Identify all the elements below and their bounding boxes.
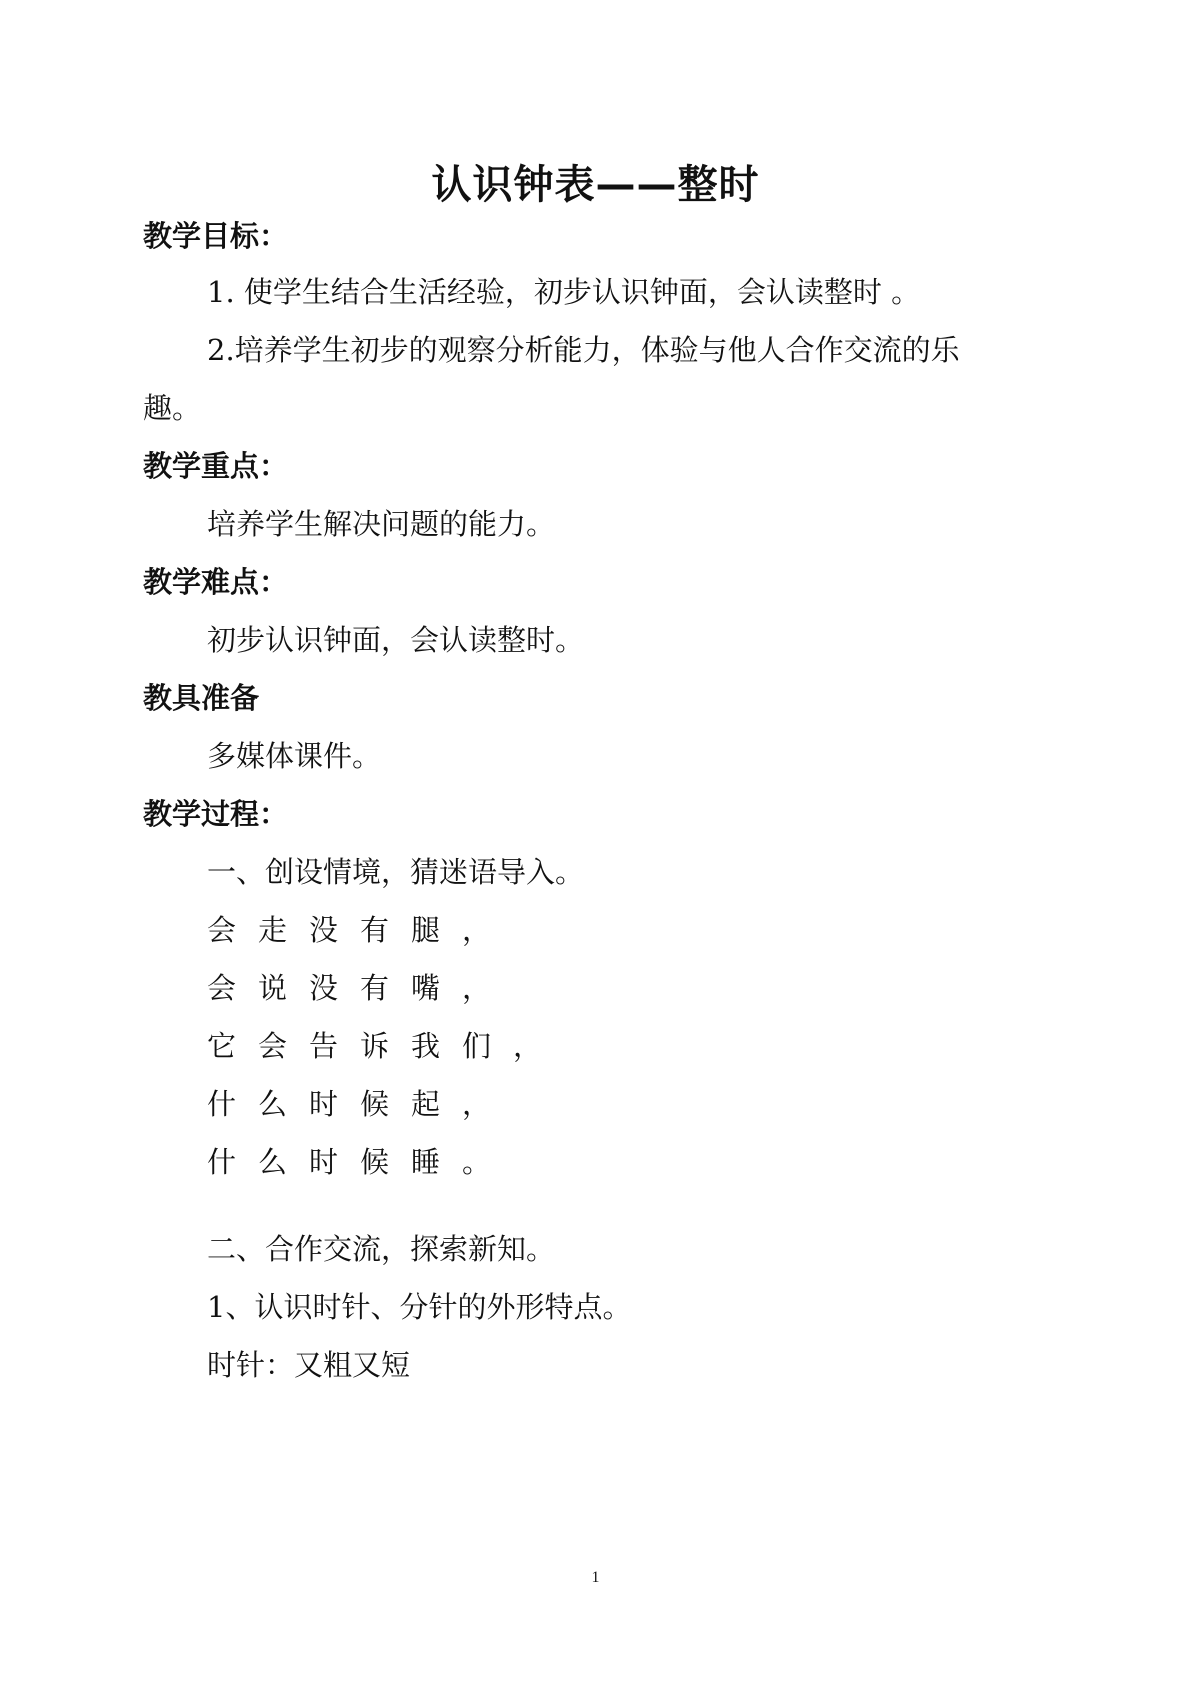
riddle-line-1: 会走没有腿，	[207, 913, 514, 947]
riddle-line-5: 什么时候睡。	[207, 1145, 514, 1179]
page-title: 认识钟表——整时	[431, 162, 760, 208]
key-points-heading: 教学重点：	[143, 449, 289, 483]
key-points-text: 培养学生解决问题的能力。	[207, 507, 556, 541]
process-step-2: 二、合作交流，探索新知。	[207, 1232, 556, 1266]
objective-2-line-1: 2.培养学生初步的观察分析能力，体验与他人合作交流的乐	[207, 333, 960, 367]
riddle-line-2: 会说没有嘴，	[207, 971, 514, 1005]
riddle-line-4: 什么时候起，	[207, 1087, 514, 1121]
hour-hand-description: 时针：又粗又短	[207, 1348, 411, 1382]
objectives-heading: 教学目标：	[143, 219, 289, 253]
page-number: 1	[591, 1569, 600, 1586]
objective-2-line-2: 趣。	[143, 391, 202, 425]
difficulties-heading: 教学难点：	[143, 565, 289, 599]
objective-1: 1. 使学生结合生活经验，初步认识钟面，会认读整时 。	[207, 275, 921, 309]
riddle-line-3: 它会告诉我们，	[207, 1029, 565, 1063]
tools-text: 多媒体课件。	[207, 739, 382, 773]
process-step-2-1: 1、认识时针、分针的外形特点。	[207, 1290, 632, 1324]
difficulties-text: 初步认识钟面，会认读整时。	[207, 623, 585, 657]
process-heading: 教学过程：	[143, 797, 289, 831]
process-step-1: 一、创设情境，猜迷语导入。	[207, 855, 585, 889]
tools-heading: 教具准备	[143, 681, 260, 715]
